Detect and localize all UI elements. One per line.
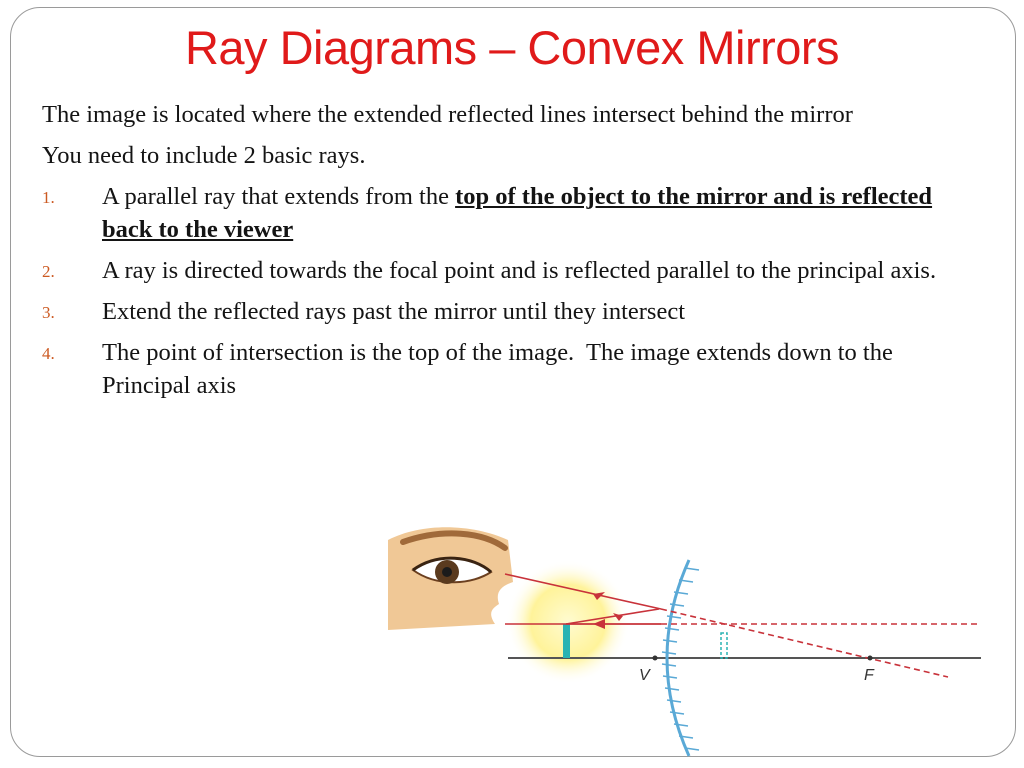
virtual-image — [721, 633, 727, 658]
paragraph-image-location: The image is located where the extended reflected lines intersect behind the mirror — [42, 101, 853, 128]
vertex-point — [653, 656, 658, 661]
focal-point — [868, 656, 873, 661]
list-item — [42, 254, 972, 287]
list-text: A ray is directed towards the focal point and is reflected parallel to the principal axis. — [102, 257, 937, 284]
paragraph-basic-rays: You need to include 2 basic rays. — [42, 142, 366, 169]
eye-icon — [388, 527, 513, 630]
list-item — [42, 180, 972, 246]
list-item — [42, 336, 972, 402]
list-text: The point of intersection is the top of the image. The image extends down to the Principal axis — [102, 339, 893, 399]
list-number: 3. — [42, 303, 55, 322]
emphasized-text: top of the object to the mirror and is reflected back to the viewer — [102, 183, 933, 243]
extended-ray-to-focus — [661, 609, 948, 677]
object-arrow — [563, 624, 570, 658]
convex-mirror-ray-diagram — [383, 512, 983, 764]
list-text: A parallel ray that extends from the — [102, 183, 456, 210]
list-number: 1. — [42, 188, 55, 207]
focus-label: F — [864, 667, 874, 684]
list-text: Extend the reflected rays past the mirror until they intersect — [102, 298, 686, 325]
slide-title: Ray Diagrams – Convex Mirrors — [184, 21, 840, 74]
vertex-label: V — [639, 667, 650, 684]
slide-body — [42, 98, 972, 410]
list-number: 4. — [42, 344, 55, 363]
list-item — [42, 295, 972, 328]
list-number: 2. — [42, 262, 55, 281]
